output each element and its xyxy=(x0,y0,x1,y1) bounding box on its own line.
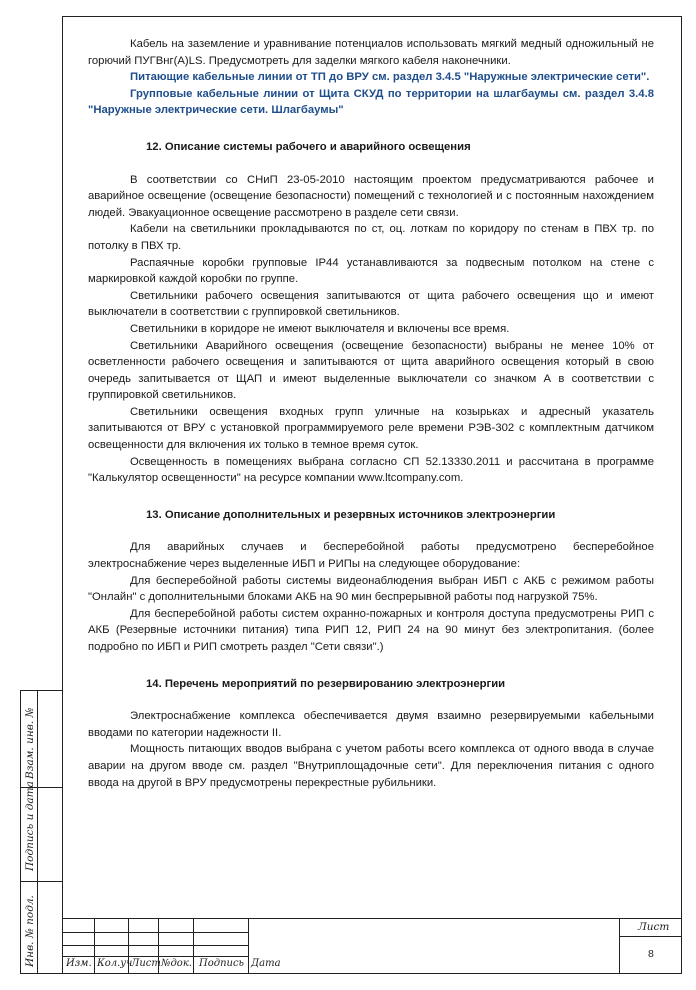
paragraph: Для бесперебойной работы системы видеонаблюдения выбран ИБП с АКБ с режимом работы "Онлайн" с дополнительными блоками АКБ на 90 мин беспрерывной работы под нагрузкой 75%. xyxy=(88,574,654,604)
side-label-inv: Инв. № подл. xyxy=(24,895,36,967)
paragraph: Мощность питающих вводов выбрана с учетом работы всего комплекса от одного ввода в случае аварии на другом вводе см. раздел "Внутриплощадочные сети". Для переключения питания с одного ввода на другой в ВРУ предусмотрены перекрестные рубильники. xyxy=(88,743,654,789)
document-body xyxy=(88,36,654,791)
paragraph: Светильники в коридоре не имеют выключателя и включены все время. xyxy=(130,322,510,335)
paragraph: Кабель на заземление и уравнивание потенциалов использовать мягкий медный одножильный не горючий ПУГВнг(А)LS. Предусмотреть для заделки мягкого кабеля наконечники. xyxy=(88,38,654,67)
side-label-vzam: Взам. инв. № xyxy=(24,707,36,779)
title-block-koluch: Кол.уч xyxy=(97,958,133,969)
paragraph: Кабели на светильники прокладываются по ст, оц. лоткам по коридору по стенам в ПВХ тр. по потолку в ПВХ тр. xyxy=(88,223,654,252)
section-heading-14: 14. Перечень мероприятий по резервированию электроэнергии xyxy=(146,677,506,690)
section-heading-13: 13. Описание дополнительных и резервных источников электроэнергии xyxy=(146,508,556,521)
paragraph: Распаячные коробки групповые IP44 устанавливаются за подвесным потолком на стене с маркировкой каждой коробки по группе. xyxy=(88,256,654,286)
sheet-number: 8 xyxy=(648,948,654,960)
sheet-label: Лист xyxy=(638,921,670,933)
side-stamp xyxy=(20,690,62,974)
title-block-izm: Изм. xyxy=(66,958,92,969)
paragraph: Для аварийных случаев и бесперебойной работы предусмотрено бесперебойное электроснабжение через выделенные ИБП и РИПы на следующее оборудование: xyxy=(88,541,654,571)
paragraph: Освещенность в помещениях выбрана согласно СП 52.13330.2011 и рассчитана в программе "Калькулятор освещенности" на ресурсе компании www.ltcompany.com. xyxy=(88,455,654,485)
paragraph: Для бесперебойной работы систем охранно-пожарных и контроля доступа предусмотрены РИП с АКБ (Резервные источники питания) типа РИП 12, РИП 24 на 90 минут без электропитания. (более подробно по ИБП и РИП смотреть раздел "Сети связи".) xyxy=(88,607,654,653)
section-heading-12: 12. Описание системы рабочего и аварийного освещения xyxy=(146,140,471,153)
title-block-podpis: Подпись xyxy=(199,958,245,969)
paragraph: Светильники рабочего освещения запитываются от щита рабочего освещения що и имеют выключатели в соответствии с группировкой светильников. xyxy=(88,289,654,319)
paragraph-link-power: Питающие кабельные линии от ТП до ВРУ см. раздел 3.4.5 "Наружные электрические сети". xyxy=(130,71,650,84)
paragraph: Светильники Аварийного освещения (освещение безопасности) выбраны не менее 10% от осветленности рабочего освещения и запитываются от щита аварийного освещения который в свою очередь запитывается от ЩАП и имеют выделенные выключатели со значком А в соответствии с группировкой светильников. xyxy=(88,339,654,402)
title-block-data: Дата xyxy=(251,958,281,969)
title-block xyxy=(62,918,682,974)
paragraph: Электроснабжение комплекса обеспечивается двумя взаимно резервируемыми кабельными вводами по категории надежности II. xyxy=(88,710,654,739)
paragraph: Светильники освещения входных групп уличные на козырьках и адресный указатель запитываются от ВРУ с установкой программируемого реле времени РЭВ-302 с комплектным датчиком освещенности для включения их только в темное время суток. xyxy=(88,405,654,452)
title-block-list: Лист xyxy=(131,958,161,969)
side-label-podpis: Подпись и дата xyxy=(24,781,36,871)
title-block-ndok: №док. xyxy=(161,958,192,969)
paragraph: В соответствии со СНиП 23-05-2010 настоящим проектом предусматриваются рабочее и аварийное освещение (освещение безопасности) помещений с технологией и с постоянным нахождением людей. Эвакуационное освещение рассмотрено в разделе сети связи. xyxy=(88,173,654,219)
paragraph-link-barriers: Групповые кабельные линии от Щита СКУД по территории на шлагбаумы см. раздел 3.4.8 "Наружные электрические сети. Шлагбаумы" xyxy=(88,87,654,117)
